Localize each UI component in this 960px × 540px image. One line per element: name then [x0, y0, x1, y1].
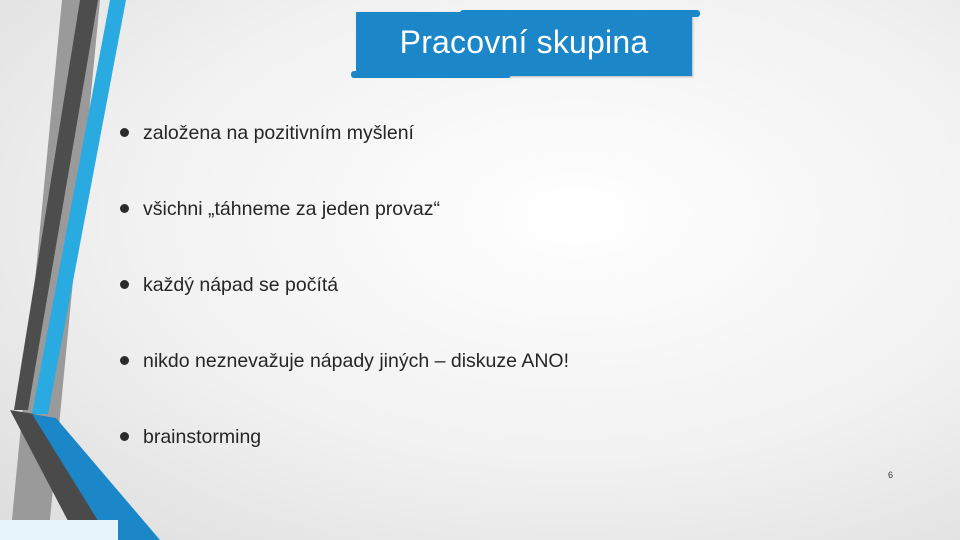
bullet-dot-icon	[120, 356, 129, 365]
title-rule-bottom	[351, 71, 511, 78]
bullet-dot-icon	[120, 280, 129, 289]
bullet-item	[118, 426, 569, 502]
bullet-text: založena na pozitivním myšlení	[143, 122, 414, 144]
bullet-dot-icon	[120, 204, 129, 213]
slide-title: Pracovní skupina	[399, 23, 649, 60]
bullet-item	[118, 198, 569, 274]
title-rule-top	[460, 10, 700, 17]
page-number: 6	[888, 470, 894, 480]
bullet-dot-icon	[120, 128, 129, 137]
bullet-text: nikdo neznevažuje nápady jiných – diskuze ANO!	[143, 350, 570, 372]
corner-light-panel	[0, 520, 118, 540]
bullet-text: brainstorming	[143, 426, 262, 448]
bullet-dot-icon	[120, 432, 129, 441]
bullet-text: všichni „táhneme za jeden provaz“	[143, 198, 440, 220]
bullet-list	[118, 122, 569, 502]
bullet-item	[118, 350, 569, 426]
title-box	[356, 12, 692, 76]
bullet-item	[118, 122, 569, 198]
bullet-text: každý nápad se počítá	[143, 274, 339, 296]
bullet-item	[118, 274, 569, 350]
